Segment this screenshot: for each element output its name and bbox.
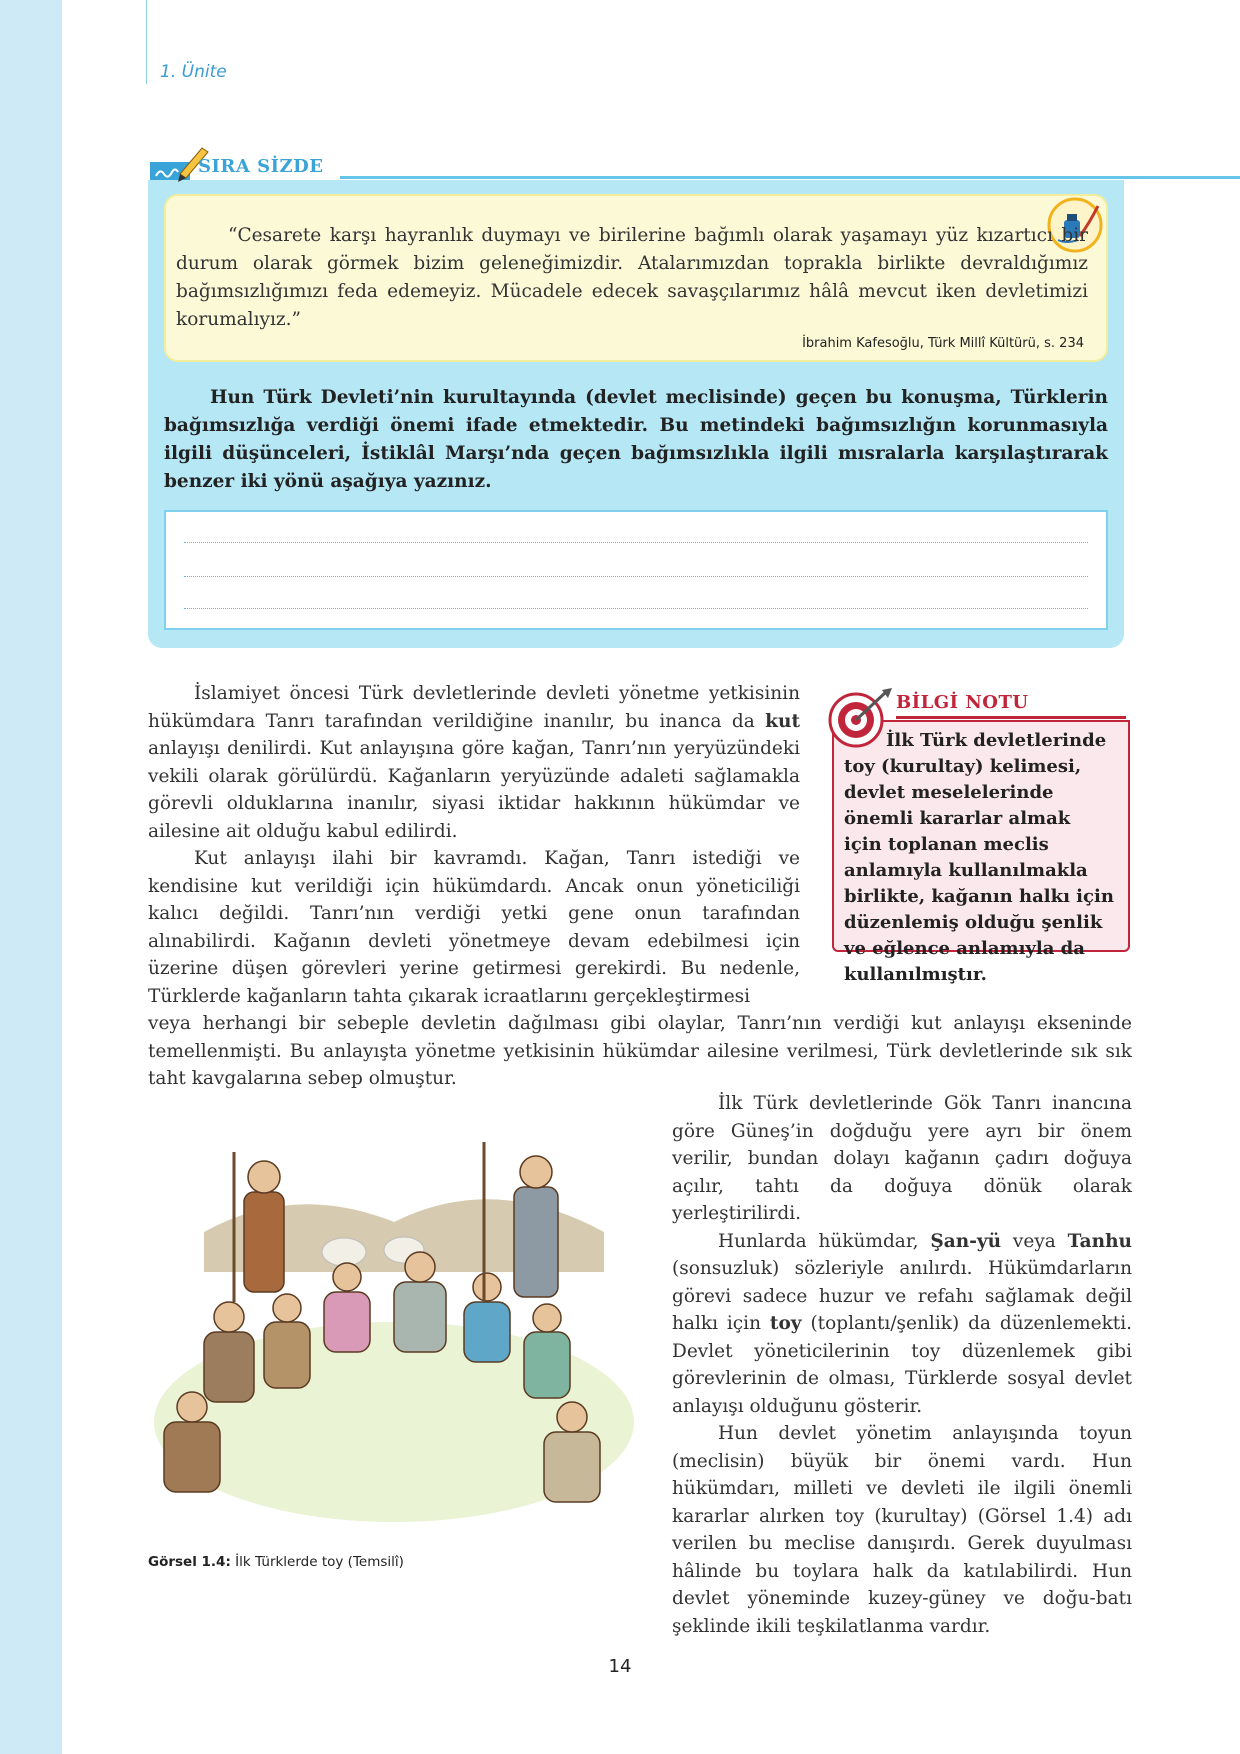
sira-sizde-rule	[340, 176, 1240, 179]
quote-source: İbrahim Kafesoğlu, Türk Millî Kültürü, s. 234	[802, 336, 1084, 351]
paragraph-gok-tanri: İlk Türk devletlerinde Gök Tanrı inancına göre Güneş’in doğduğu yere ayrı bir önem verilir, bundan dolayı kağanın çadırı doğuya açılır, tahtı da doğuya dönük olarak yerleştirilirdi.	[672, 1093, 1132, 1224]
task-instructions: Hun Türk Devleti’nin kurultayında (devlet meclisinde) geçen bu konuşma, Türklerin bağımsızlığa verdiği önemi ifade etmektedir. Bu metindeki bağımsızlığın korunmasıyla ilgili düşünceleri, İstiklâl Marşı’nda geçen bağımsızlıkla ilgili mısralarla karşılaştırarak benzer iki yönü aşağıya yazınız.	[164, 387, 1108, 492]
page-number: 14	[608, 1656, 632, 1677]
paragraph-sanyu: Hunlarda hükümdar, Şan-yü veya Tanhu (sonsuzluk) sözleriyle anılırdı. Hükümdarların görevi sadece huzur ve refahı sağlamak değil halkı için toy (toplantı/şenlik) da düzenlemekti. Devlet yöneticilerinin toy düzenlemek gibi görevlerinin de olması, Türklerde sosyal devlet anlayışı olduğunu gösterir.	[672, 1230, 1133, 1417]
answer-line[interactable]	[184, 576, 1088, 577]
quote-text: “Cesarete karşı hayranlık duymayı ve birilerine bağımlı olarak yaşamayı yüz kızartıcı bir durum olarak görmek bizim geleneğimizdir. Atalarımızdan toprakla birlikte devraldığımız bağımsızlığımızı feda edemeyiz. Mücadele edecek savaşçılarımız hâlâ mevcut iken devletimizi korumalıyız.”	[176, 225, 1088, 330]
illustration-toy	[144, 1132, 640, 1532]
body-column-full	[148, 1010, 1132, 1093]
answer-line[interactable]	[184, 542, 1088, 543]
sira-sizde-title: SIRA SİZDE	[198, 156, 324, 177]
answer-line[interactable]	[184, 608, 1088, 609]
answer-area[interactable]	[164, 510, 1108, 630]
figure-caption: Görsel 1.4: İlk Türklerde toy (Temsilî)	[148, 1554, 404, 1570]
paragraph-kut-2: Kut anlayışı ilahi bir kavramdı. Kağan, Tanrı istediği ve kendisine kut verildiği için hükümdardı. Ancak onun yöneticiliği kalıcı değildi. Tanrı’nın verdiği yetki gene onun tarafından alınabilirdi. Kağanın devleti yönetmeye devam edebilmesi için üzerine düşen görevleri yerine getirmesi gerekirdi. Bu nedenle, Türklerde kağanların tahta çıkarak icraatlarını gerçekleştirmesi	[148, 848, 800, 1007]
bilgi-notu-rule	[896, 716, 1126, 719]
paragraph-kut-2-cont: veya herhangi bir sebeple devletin dağılması gibi olaylar, Tanrı’nın verdiği kut anlayışı ekseninde temellenmişti. Bu anlayışta yönetme yetkisinin hükümdar ailesine verilmesi, Türk devletlerinde sık sık taht kavgalarına sebep olmuştur.	[148, 1013, 1132, 1089]
sira-sizde-header	[150, 156, 1110, 180]
unit-label: 1. Ünite	[160, 62, 227, 82]
bilgi-notu-title: BİLGİ NOTU	[896, 692, 1029, 713]
body-column-right	[672, 1090, 1132, 1640]
bilgi-notu-text: İlk Türk devletlerinde toy (kurultay) kelimesi, devlet meselelerinde önemli kararlar almak için toplanan meclis anlamıyla kullanılmakla birlikte, kağanın halkı için düzenlemiş olduğu şenlik ve eğlence anlamıyla da kullanılmıştır.	[844, 730, 1114, 985]
left-margin-band	[0, 0, 62, 1754]
paragraph-kut: İslamiyet öncesi Türk devletlerinde devleti yönetme yetkisinin hükümdara Tanrı tarafından verildiğine inanılır, bu inanca da kut anlayışı denilirdi. Kut anlayışına göre kağan, Tanrı’nın yeryüzündeki vekili olarak görülürdü. Kağanların yeryüzünde adaleti sağlamakla görevli olduklarına inanılır, siyasi iktidar hakkının hükümdar ve ailesine ait olduğu kabul edilirdi.	[148, 683, 800, 842]
paragraph-toy: Hun devlet yönetim anlayışında toyun (meclisin) büyük bir önemi vardı. Hun hükümdarı, milleti ve devleti ile ilgili önemli kararlar alırken toy (kurultay) (Görsel 1.4) adı verilen bu meclise danışırdı. Gerek duyulması hâlinde bu toylara halk da katılabilirdi. Hun devlet yöneminde kuzey-güney ve doğu-batı şeklinde ikili teşkilatlanma vardır.	[672, 1423, 1132, 1637]
bilgi-notu-panel	[826, 686, 1132, 985]
unit-divider	[146, 0, 147, 84]
body-column-left	[148, 680, 800, 1010]
